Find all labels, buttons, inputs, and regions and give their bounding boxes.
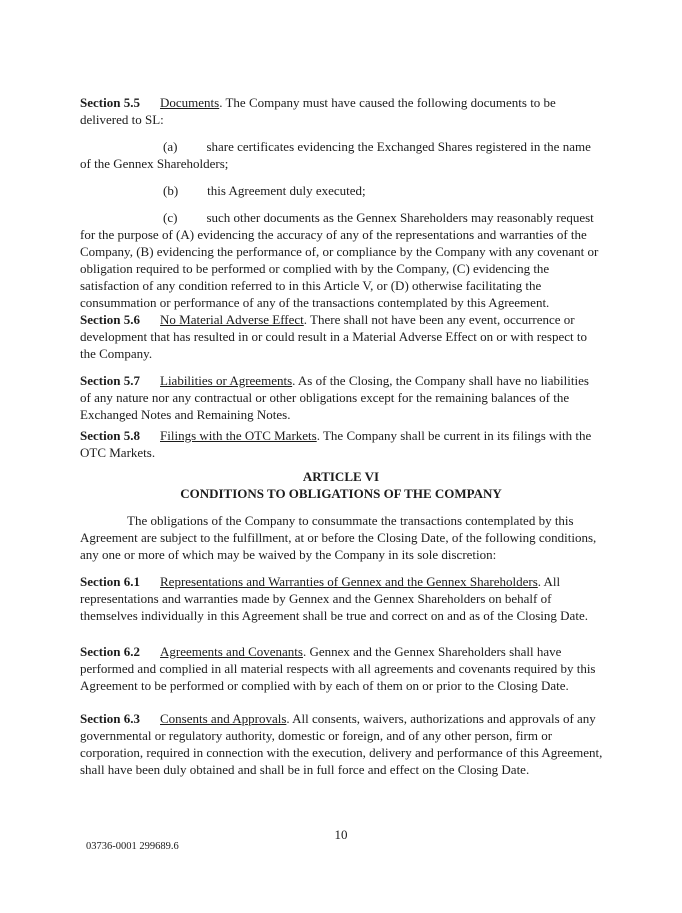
section-body-text: . The Company shall be current in its filings with the OTC Markets. <box>80 428 592 460</box>
document-id-footer: 03736-0001 299689.6 <box>86 841 179 852</box>
list-item-label: (b) <box>163 183 179 198</box>
section-5-8-paragraph <box>80 427 603 461</box>
page-number: 10 <box>334 827 348 842</box>
section-body-text: . The Company must have caused the following documents to be delivered to SL: <box>80 95 556 127</box>
article-title: CONDITIONS TO OBLIGATIONS OF THE COMPANY <box>180 486 502 501</box>
section-6-2-paragraph <box>80 643 603 694</box>
section-title: Agreements and Covenants <box>160 644 303 659</box>
section-number: Section 5.7 <box>80 373 140 388</box>
section-5-6-paragraph <box>80 311 603 362</box>
tab-spacer <box>177 221 206 222</box>
section-6-3-paragraph <box>80 710 603 778</box>
article-intro-paragraph <box>80 512 603 563</box>
list-item-label: (a) <box>163 139 178 154</box>
section-number: Section 6.3 <box>80 711 140 726</box>
section-6-1-paragraph <box>80 573 603 624</box>
section-body-text: . All representations and warranties made by Gennex and the Gennex Shareholders on behalf of themselves individually in this Agreement shall be true and correct on and as of the Closing Date. <box>80 574 588 623</box>
article-intro-text: The obligations of the Company to consummate the transactions contemplated by this Agreement are subject to the fulfillment, at or before the Closing Date, of the following conditions, any one or more of which may be waived by the Company in its sole discretion: <box>80 513 597 562</box>
section-title: Filings with the OTC Markets <box>160 428 317 443</box>
section-5-7-paragraph <box>80 372 603 423</box>
list-item-b <box>80 182 603 199</box>
section-body-text: . Gennex and the Gennex Shareholders shall have performed and complied in all material respects with all agreements and covenants required by this Agreement to be performed or complied with by each of them on or prior to the Closing Date. <box>80 644 596 693</box>
list-item-c <box>80 209 603 311</box>
section-title: Representations and Warranties of Gennex and the Gennex Shareholders <box>160 574 538 589</box>
indent-spacer <box>80 221 163 222</box>
article-heading <box>0 468 682 502</box>
section-body-text: . All consents, waivers, authorizations and approvals of any governmental or regulatory authority, domestic or foreign, and of any other person, firm or corporation, required in connection with the execution, delivery and performance of this Agreement, shall have been duly obtained and shall be in full force and effect on the Closing Date. <box>80 711 603 777</box>
section-number: Section 5.6 <box>80 312 140 327</box>
list-item-text: such other documents as the Gennex Shareholders may reasonably request for the purpose of (A) evidencing the accuracy of any of the representations and warranties of the Company, (B) evidencing the performance of, or compliance by the Company with any covenant or obligation required to be performed or complied with by the Company, (C) evidencing the satisfaction of any condition referred to in this Article V, or (D) otherwise facilitating the consummation or performance of any of the transactions contemplated by this Agreement. <box>80 210 599 310</box>
list-item-text: this Agreement duly executed; <box>207 183 366 198</box>
list-item-text: share certificates evidencing the Exchanged Shares registered in the name of the Gennex Shareholders; <box>80 139 591 171</box>
indent-spacer <box>80 150 163 151</box>
section-body-text: . As of the Closing, the Company shall have no liabilities of any nature nor any contractual or other obligations except for the remaining balances of the Exchanged Notes and Remaining Notes. <box>80 373 589 422</box>
list-item-label: (c) <box>163 210 178 225</box>
section-title: Liabilities or Agreements <box>160 373 293 388</box>
section-5-5-paragraph <box>80 94 603 128</box>
section-number: Section 5.5 <box>80 95 140 110</box>
indent-spacer <box>80 194 163 195</box>
tab-spacer <box>178 194 207 195</box>
section-title: Documents <box>160 95 220 110</box>
section-title: No Material Adverse Effect <box>160 312 304 327</box>
tab-spacer <box>177 150 206 151</box>
section-number: Section 5.8 <box>80 428 140 443</box>
section-number: Section 6.2 <box>80 644 140 659</box>
section-body-text: . There shall not have been any event, occurrence or development that has resulted in or could result in a Material Adverse Effect on or with respect to the Company. <box>80 312 587 361</box>
article-number: ARTICLE VI <box>302 469 380 484</box>
section-title: Consents and Approvals <box>160 711 287 726</box>
list-item-a <box>80 138 603 172</box>
section-number: Section 6.1 <box>80 574 140 589</box>
